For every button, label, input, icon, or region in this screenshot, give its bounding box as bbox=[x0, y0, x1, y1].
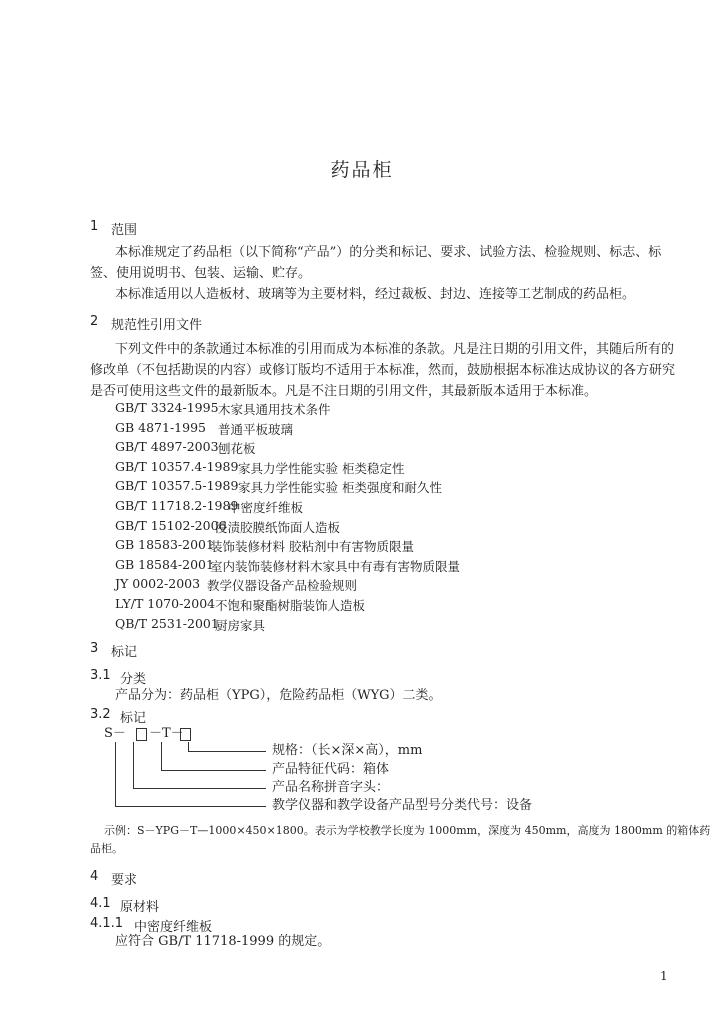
reference-name: 木家具通用技术条件 bbox=[218, 402, 331, 417]
label-spec: 规格：（长×深×高），mm bbox=[272, 743, 423, 758]
leader-horizontal-4 bbox=[115, 806, 266, 807]
reference-name: 装饰装修材料 胶粘剂中有害物质限量 bbox=[210, 539, 414, 554]
section-4-heading: 要求 bbox=[111, 873, 138, 888]
reference-code: QB/T 2531-2001 bbox=[115, 616, 219, 631]
label-feature-code: 产品特征代码：箱体 bbox=[272, 762, 390, 777]
reference-code: GB/T 10357.4-1989 bbox=[115, 459, 239, 474]
reference-code: GB/T 4897-2003 bbox=[115, 439, 219, 454]
reference-code: GB/T 11718.2-1989 bbox=[115, 498, 239, 513]
section-4-1-1-text: 应符合 GB/T 11718-1999 的规定。 bbox=[115, 934, 331, 949]
section-3-2-heading: 标记 bbox=[120, 711, 147, 726]
section-2-paragraph-line-1: 下列文件中的条款通过本标准的引用而成为本标准的条款。凡是注日期的引用文件，其随后所有的 bbox=[115, 342, 675, 357]
reference-code: GB 18584-2001 bbox=[115, 557, 214, 572]
section-1-paragraph-2: 本标准适用以人造板材、玻璃等为主要材料，经过裁板、封边、连接等工艺制成的药品柜。 bbox=[115, 287, 636, 302]
section-4-1-1-number: 4.1.1 bbox=[90, 916, 124, 931]
section-3-2-number: 3.2 bbox=[90, 707, 111, 722]
example-line-2: 品柜。 bbox=[90, 842, 123, 855]
section-1-paragraph-1-line-1: 本标准规定了药品柜（以下简称“产品”）的分类和标记、要求、试验方法、检验规则、标志、标 bbox=[115, 245, 662, 260]
leader-vertical-2 bbox=[161, 742, 162, 770]
code-middle: －T－ bbox=[149, 726, 184, 741]
reference-name: 不饱和聚酯树脂装饰人造板 bbox=[215, 598, 366, 613]
reference-code: GB/T 15102-2006 bbox=[115, 518, 227, 533]
section-3-1-text: 产品分为：药品柜（YPG），危险药品柜（WYG）二类。 bbox=[115, 688, 442, 703]
example-line-1: 示例：S－YPG－T—1000×450×1800。表示为学校教学长度为 1000mm，深度为 450mm，高度为 1800mm 的箱体药 bbox=[104, 824, 711, 837]
section-1-number: 1 bbox=[90, 219, 99, 234]
reference-name: 厨房家具 bbox=[215, 618, 266, 633]
leader-horizontal-2 bbox=[161, 770, 266, 771]
reference-name: 家具力学性能实验 柜类稳定性 bbox=[238, 461, 405, 476]
leader-horizontal-3 bbox=[133, 788, 266, 789]
reference-name: 刨花板 bbox=[218, 441, 256, 456]
leader-horizontal-1 bbox=[188, 751, 266, 752]
leader-vertical-1 bbox=[188, 742, 189, 751]
reference-name: 浸渍胶膜纸饰面人造板 bbox=[215, 520, 341, 535]
document-title: 药品柜 bbox=[330, 159, 394, 181]
section-1-heading: 范围 bbox=[111, 223, 138, 238]
page-number: 1 bbox=[660, 969, 668, 983]
label-product-name: 产品名称拼音字头： bbox=[272, 780, 390, 795]
code-box-2 bbox=[180, 728, 191, 741]
section-4-1-number: 4.1 bbox=[90, 896, 111, 911]
section-4-1-1-heading: 中密度纤维板 bbox=[134, 920, 213, 935]
section-3-1-number: 3.1 bbox=[90, 668, 111, 683]
section-2-paragraph-line-2: 修改单（不包括勘误的内容）或修订版均不适用于本标准，然而，鼓励根据本标准达成协议的各方研究 bbox=[90, 363, 676, 378]
reference-code: GB 4871-1995 bbox=[115, 420, 206, 435]
reference-code: LY/T 1070-2004 bbox=[115, 596, 216, 611]
section-2-paragraph-line-3: 是否可使用这些文件的最新版本。凡是不注日期的引用文件，其最新版本适用于本标准。 bbox=[90, 384, 598, 399]
reference-name: 家具力学性能实验 柜类强度和耐久性 bbox=[238, 480, 442, 495]
section-3-number: 3 bbox=[90, 641, 99, 656]
section-4-1-heading: 原材料 bbox=[120, 900, 160, 915]
section-2-heading: 规范性引用文件 bbox=[111, 318, 203, 333]
section-3-heading: 标记 bbox=[111, 645, 138, 660]
leader-vertical-3 bbox=[133, 742, 134, 788]
section-1-paragraph-1-line-2: 签、使用说明书、包装、运输、贮存。 bbox=[90, 266, 312, 281]
reference-code: JY 0002-2003 bbox=[115, 576, 201, 591]
section-2-number: 2 bbox=[90, 314, 99, 329]
reference-code: GB/T 10357.5-1989 bbox=[115, 478, 239, 493]
reference-name: 普通平板玻璃 bbox=[218, 422, 294, 437]
reference-name: 中密度纤维板 bbox=[228, 500, 304, 515]
reference-name: 教学仪器设备产品检验规则 bbox=[207, 578, 358, 593]
code-box-1 bbox=[136, 728, 147, 741]
label-category-code: 教学仪器和教学设备产品型号分类代号：设备 bbox=[272, 798, 533, 813]
reference-code: GB 18583-2001 bbox=[115, 537, 214, 552]
leader-vertical-4 bbox=[115, 742, 116, 806]
reference-name: 室内装饰装修材料木家具中有毒有害物质限量 bbox=[210, 559, 461, 574]
code-prefix: S－ bbox=[104, 726, 126, 741]
reference-code: GB/T 3324-1995 bbox=[115, 400, 219, 415]
section-3-1-heading: 分类 bbox=[120, 672, 147, 687]
section-4-number: 4 bbox=[90, 869, 99, 884]
